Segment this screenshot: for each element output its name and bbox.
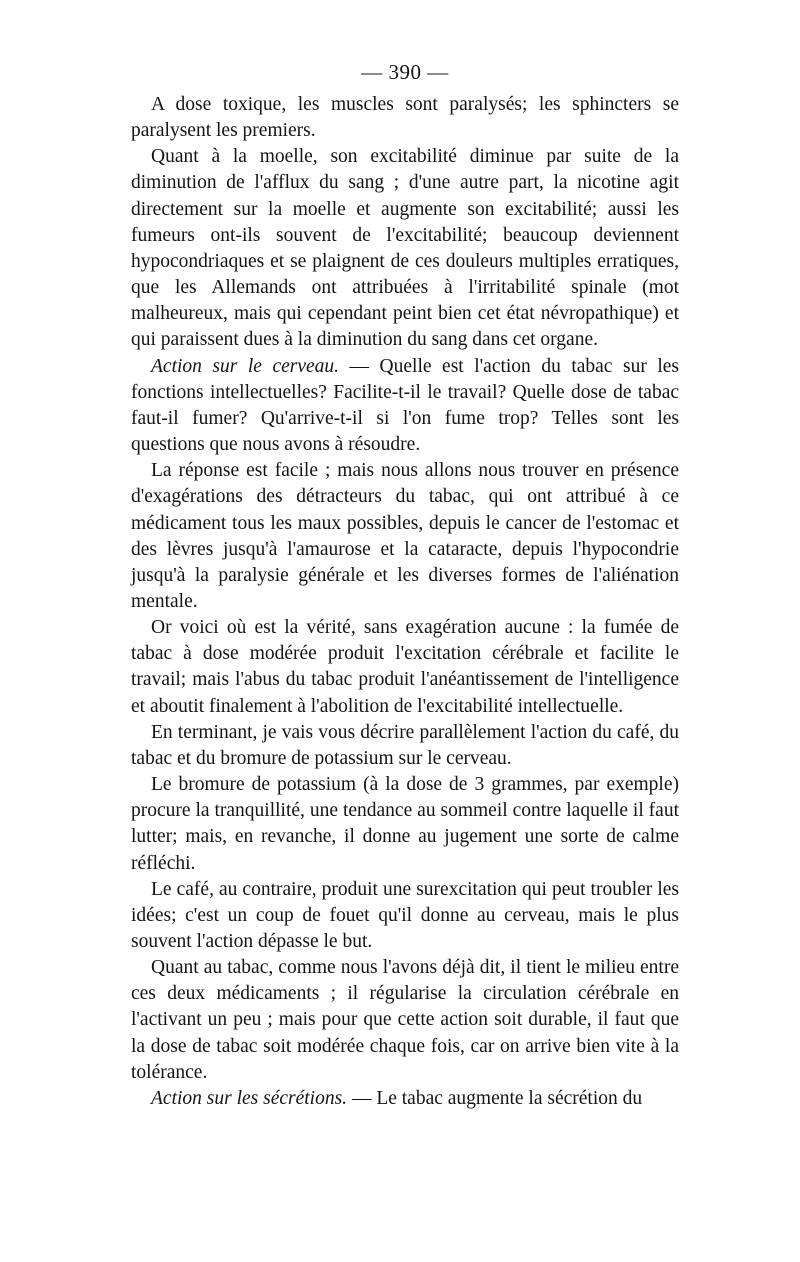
section-heading-secretions: Action sur les sécrétions. — [151, 1087, 348, 1109]
page-number: — 390 — — [361, 60, 449, 84]
paragraph-coffee — [131, 877, 679, 955]
book-page — [131, 58, 679, 1112]
paragraph-toxic-dose — [131, 92, 679, 144]
section-heading-brain: Action sur le cerveau. — [151, 355, 340, 377]
paragraph-bromide — [131, 772, 679, 877]
paragraph-action-secretions — [131, 1086, 679, 1112]
paragraph-truth — [131, 615, 679, 720]
paragraph-text: Le café, au contraire, produit une surexcitation qui peut troubler les idées; c'est un coup de fouet qu'il donne au cerveau, mais le plus souvent l'action dépasse le but. — [131, 878, 679, 952]
paragraph-text: Or voici où est la vérité, sans exagération aucune : la fumée de tabac à dose modérée produit l'excitation cérébrale et facilite le travail; mais l'abus du tabac produit l'anéantissement de l'intelligence et aboutit finalement à l'abolition de l'excitabilité intellectuelle. — [131, 617, 679, 717]
paragraph-text: — Quelle est l'action du tabac sur les fonctions intellectuelles? Facilite-t-il le travail? Quelle dose de tabac faut-il fumer? Qu'arrive-t-il si l'on fume trop? Telles sont les questions que nous avons à résoudre. — [131, 355, 679, 456]
paragraph-exaggerations — [131, 458, 679, 615]
paragraph-text: Quant à la moelle, son excitabilité diminue par suite de la diminution de l'afflux du sang ; d'une autre part, la nicotine agit directement sur la moelle et augmente son excitabilité; aussi les fumeurs ont-ils souvent de l'excitabilité; beaucoup deviennent hypocondriaques et se plaignent de ces douleurs multiples erratiques, que les Allemands ont attribuées à l'irritabilité spinale (mot malheureux, mais qui cependant peint bien cet état névropathique) et qui paraissent dues à la diminution du sang dans cet organe. — [131, 146, 679, 351]
paragraph-spinal-cord — [131, 144, 679, 353]
paragraph-text: Le bromure de potassium (à la dose de 3 grammes, par exemple) procure la tranquillité, une tendance au sommeil contre laquelle il faut lutter; mais, en revanche, il donne au jugement une sorte de calme réfléchi. — [131, 774, 679, 874]
paragraph-text: La réponse est facile ; mais nous allons nous trouver en présence d'exagérations des détracteurs du tabac, qui ont attribué à ce médicament tous les maux possibles, depuis le cancer de l'estomac et des lèvres jusqu'à l'amaurose et la cataracte, depuis l'hypocondrie jusqu'à la paralysie générale et les diverses formes de l'aliénation mentale. — [131, 460, 679, 612]
paragraph-action-brain — [131, 354, 679, 459]
paragraph-text: Quant au tabac, comme nous l'avons déjà dit, il tient le milieu entre ces deux médicaments ; il régularise la circulation cérébrale en l'activant un peu ; mais pour que cette action soit durable, il faut que la dose de tabac soit modérée chaque fois, car on arrive bien vite à la tolérance. — [131, 957, 679, 1083]
paragraph-text: A dose toxique, les muscles sont paralysés; les sphincters se paralysent les premiers. — [131, 94, 679, 142]
paragraph-text: En terminant, je vais vous décrire parallèlement l'action du café, du tabac et du bromure de potassium sur le cerveau. — [131, 721, 679, 769]
paragraph-tobacco — [131, 955, 679, 1086]
paragraph-text: — Le tabac augmente la sécrétion du — [347, 1087, 643, 1109]
paragraph-comparison-intro — [131, 720, 679, 772]
